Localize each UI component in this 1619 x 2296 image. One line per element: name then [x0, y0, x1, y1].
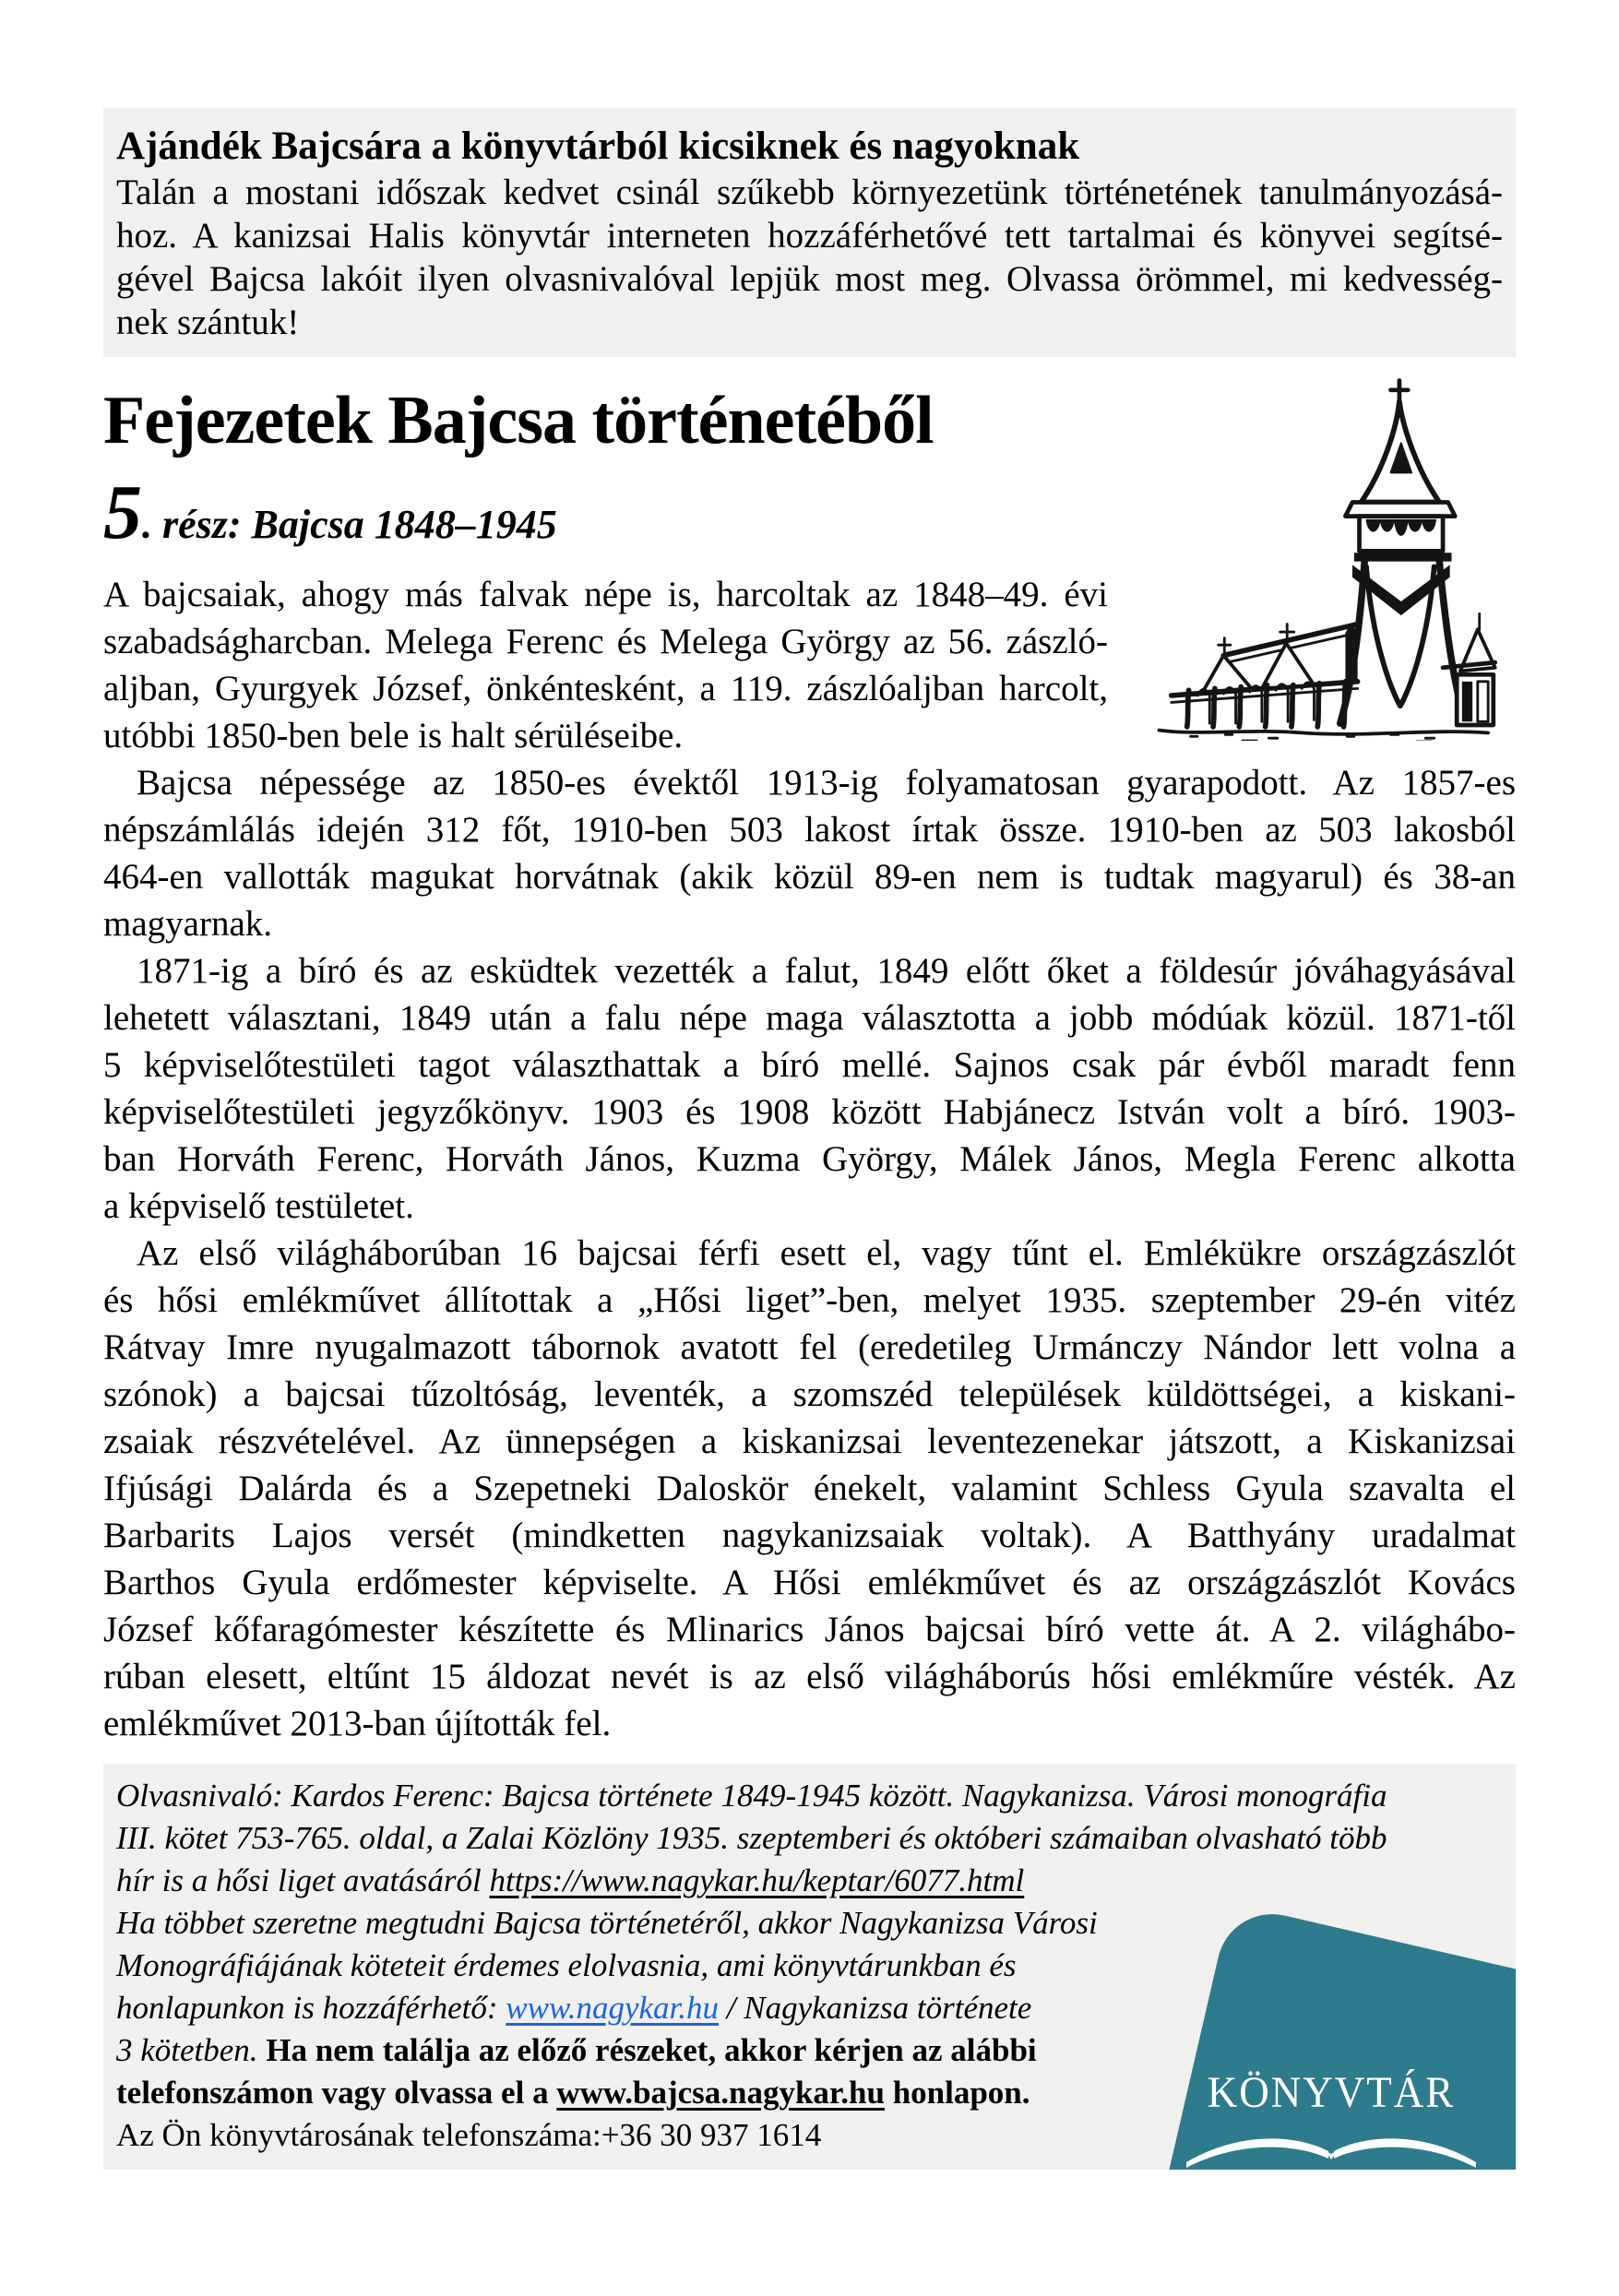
text-line: A bajcsaiak, ahogy más falvak népe is, harcoltak az 1848–49. évi: [103, 575, 1108, 614]
footer-text-segment: Olvasnivaló: Kardos Ferenc: Bajcsa története 1849-1945 között. Nagykanizsa. Városi monográfia: [116, 1778, 1387, 1814]
nagykar-link[interactable]: www.nagykar.hu: [506, 1990, 720, 2026]
footer-line: [116, 2029, 1503, 2072]
footer-line: [116, 1945, 1503, 1987]
footer-line: [116, 1860, 1503, 1902]
text-line: József kőfaragómester készítette és Mlinarics János bajcsai bíró vette át. A 2. világhábo-: [103, 1610, 1516, 1649]
footer-text-segment: Ha többet szeretne megtudni Bajcsa történetéről, akkor Nagykanizsa Városi: [116, 1905, 1098, 1941]
text-line: szabadságharcban. Melega Ferenc és Melega György az 56. zászló-: [103, 622, 1108, 661]
text-line: utóbbi 1850-ben bele is halt sérüléseibe.: [103, 716, 684, 755]
text-line: Bajcsa népessége az 1850-es évektől 1913-ig folyamatosan gyarapodott. Az 1857-es: [137, 763, 1516, 803]
text-line: emlékművet 2013-ban újították fel.: [103, 1704, 612, 1743]
text-line: 1871-ig a bíró és az esküdtek vezették a falut, 1849 előtt őket a földesúr jóváhagyásával: [137, 951, 1516, 991]
footer-line: [116, 1987, 1503, 2029]
subtitle-number: 5: [103, 470, 142, 555]
body-paragraph: [103, 947, 1516, 1230]
footer-text-segment: III. kötet 753-765. oldal, a Zalai Közlöny 1935. szeptemberi és októberi számaiban olvasható több: [116, 1820, 1387, 1856]
text-line: Barthos Gyula erdőmester képviselte. A Hősi emlékművet és az országzászlót Kovács: [103, 1563, 1516, 1602]
text-line: 464-en vallották magukat horvátnak (akik közül 89-en nem is tudtak magyarul) és 38-an: [103, 857, 1516, 897]
footer-box: [103, 1764, 1516, 2170]
text-line: népszámlálás idején 312 főt, 1910-ben 503 lakost írtak össze. 1910-ben az 503 lakosból: [103, 810, 1516, 850]
footer-text-segment: / Nagykanizsa története: [719, 1990, 1032, 2026]
subtitle-text: . rész: Bajcsa 1848–1945: [142, 502, 557, 547]
article-body: [103, 571, 1516, 1747]
article-title: Fejezetek Bajcsa történetéből: [103, 383, 934, 458]
library-logo-label: KÖNYVTÁR: [1207, 2067, 1456, 2117]
page-content: [103, 0, 1516, 2170]
text-line: Az első világháborúban 16 bajcsai férfi esett el, vagy tűnt el. Emlékükre országzászlót: [137, 1233, 1516, 1273]
footer-line: [116, 2114, 1503, 2157]
header-text-line: hoz. A kanizsai Halis könyvtár interneten hozzáférhetővé tett tartalmai és könyvei segítsé-: [116, 216, 1503, 256]
text-line: zsaiak részvételével. Az ünnepségen a kiskanizsai leventezenekar játszott, a Kiskanizsai: [103, 1422, 1516, 1461]
text-line: ban Horváth Ferenc, Horváth János, Kuzma György, Málek János, Megla Ferenc alkotta: [103, 1139, 1516, 1179]
footer-text-segment: honlapon.: [884, 2075, 1030, 2111]
text-line: és hősi emlékművet állítottak a „Hősi liget”-ben, melyet 1935. szeptember 29-én vitéz: [103, 1280, 1516, 1320]
header-paragraph: [116, 171, 1503, 344]
header-text-line: gével Bajcsa lakóit ilyen olvasnivalóval lepjük most meg. Olvassa örömmel, mi kedvesség-: [116, 259, 1503, 299]
text-line: rúban elesett, eltűnt 15 áldozat nevét is az első világháborús hősi emlékműre vésték. Az: [103, 1657, 1516, 1696]
bajcsa-link[interactable]: www.bajcsa.nagykar.hu: [556, 2075, 885, 2111]
text-line: lehetett választani, 1849 után a falu népe maga választotta a jobb módúak közül. 1871-től: [103, 998, 1516, 1038]
footer-text-segment: Ha nem találja az előző részeket, akkor kérjen az alábbi: [266, 2032, 1037, 2068]
text-line: Barbarits Lajos versét (mindketten nagykanizsaiak voltak). A Batthyány uradalmat: [103, 1516, 1516, 1555]
keptar-link[interactable]: https://www.nagykar.hu/keptar/6077.html: [489, 1862, 1025, 1898]
header-box: [103, 108, 1516, 357]
footer-line: [116, 1902, 1503, 1945]
text-line: a képviselő testületet.: [103, 1186, 414, 1226]
footer-line: [116, 1817, 1503, 1860]
text-line: képviselőtestületi jegyzőkönyv. 1903 és 1908 között Habjánecz István volt a bíró. 1903-: [103, 1092, 1516, 1132]
footer-text-segment: honlapunkon is hozzáférhető:: [116, 1990, 506, 2026]
header-title: Ajándék Bajcsára a könyvtárból kicsiknek és nagyoknak: [116, 125, 1080, 168]
footer-text: [116, 1775, 1503, 2157]
text-line: Ifjúsági Dalárda és a Szepetneki Daloskör énekelt, valamint Schless Gyula szavalta el: [103, 1469, 1516, 1508]
text-line: aljban, Gyurgyek József, önkéntesként, a 119. zászlóaljban harcolt,: [103, 669, 1108, 708]
text-line: Rátvay Imre nyugalmazott tábornok avatott fel (eredetileg Urmánczy Nándor lett volna a: [103, 1327, 1516, 1367]
footer-line: [116, 2072, 1503, 2114]
article: [103, 381, 1516, 1747]
footer-line: [116, 1775, 1503, 1817]
body-paragraph: [103, 1230, 1516, 1747]
footer-text-segment: 3 kötetben.: [116, 2032, 267, 2068]
footer-text-segment: Az Ön könyvtárosának telefonszáma:+36 30 937 1614: [116, 2117, 822, 2153]
text-line: 5 képviselőtestületi tagot választhattak a bíró mellé. Sajnos csak pár évből maradt fenn: [103, 1045, 1516, 1085]
church-illustration: [1126, 372, 1516, 741]
text-line: magyarnak.: [103, 904, 273, 944]
footer-text-segment: Monográfiájának köteteit érdemes elolvasnia, ami könyvtárunkban és: [116, 1947, 1017, 1983]
body-paragraph: [103, 759, 1516, 947]
header-text-line: nek szántuk!: [116, 303, 300, 342]
text-line: szónok) a bajcsai tűzoltóság, leventék, a szomszéd települések küldöttségei, a kiskani-: [103, 1374, 1516, 1414]
footer-text-segment: hír is a hősi liget avatásáról: [116, 1862, 490, 1898]
header-text-line: Talán a mostani időszak kedvet csinál szűkebb környezetünk történetének tanulmányozásá-: [116, 172, 1503, 212]
footer-text-segment: telefonszámon vagy olvassa el a: [116, 2075, 557, 2111]
